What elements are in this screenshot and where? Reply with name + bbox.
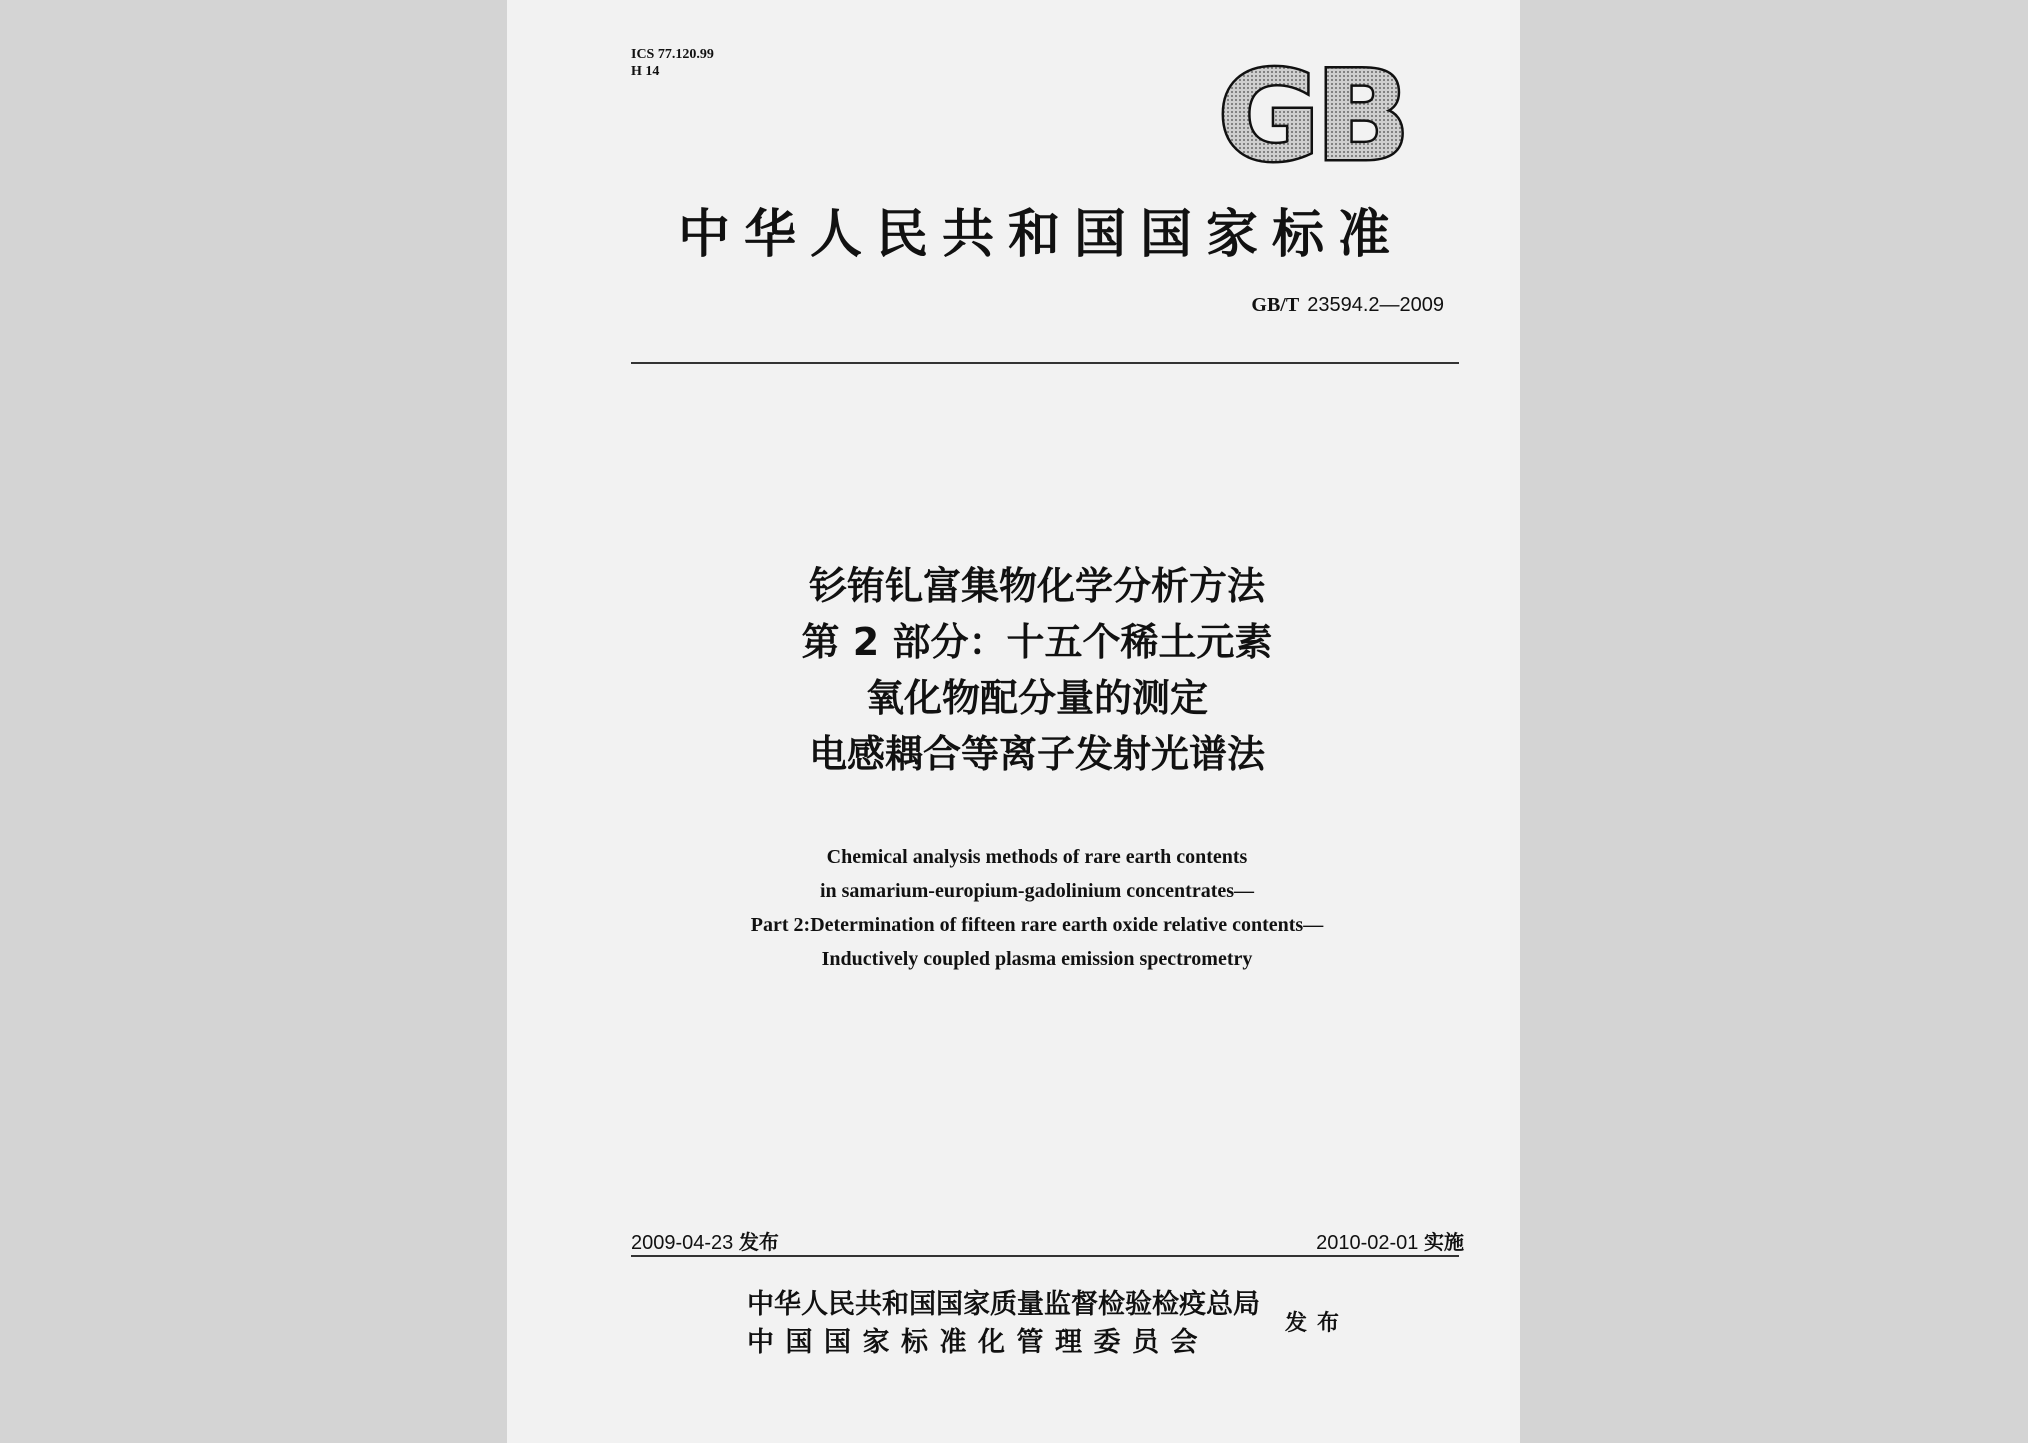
issuer-line: 中国国家标准化管理委员会 xyxy=(747,1327,1209,1358)
gb-logo-text: GB xyxy=(1217,62,1407,172)
ics-code: ICS 77.120.99 xyxy=(631,47,714,62)
issuer-line: 中华人民共和国国家质量监督检验检疫总局 xyxy=(747,1289,1260,1320)
issue-date-label: 发布 xyxy=(738,1230,779,1254)
standard-code-prefix: GB/T xyxy=(1251,294,1300,316)
issue-date xyxy=(631,1226,779,1255)
implement-date xyxy=(1316,1226,1464,1255)
chinese-title-line: 第 2 部分：十五个稀土元素 xyxy=(801,620,1273,664)
chinese-title-line: 氧化物配分量的测定 xyxy=(865,676,1208,720)
english-title-line: Chemical analysis methods of rare earth contents xyxy=(826,846,1248,868)
document-page xyxy=(507,0,1520,1443)
chinese-title-line: 电感耦合等离子发射光谱法 xyxy=(808,732,1265,776)
english-title-line: Part 2:Determination of fifteen rare earth oxide relative contents— xyxy=(750,914,1324,936)
ccs-code: H 14 xyxy=(631,64,660,79)
header-divider xyxy=(631,362,1459,364)
classification-codes xyxy=(631,46,714,80)
standard-code xyxy=(1251,292,1444,317)
chinese-title xyxy=(507,558,1567,782)
footer-divider xyxy=(631,1255,1459,1257)
issuing-authorities xyxy=(747,1286,1260,1362)
standard-name: 中华人民共和国国家标准 xyxy=(677,204,1404,265)
gb-logo xyxy=(1202,62,1422,172)
english-title xyxy=(507,840,1567,976)
issue-date-value: 2009-04-23 xyxy=(631,1232,734,1254)
implement-date-label: 实施 xyxy=(1424,1230,1464,1254)
english-title-line: in samarium-europium-gadolinium concentrates— xyxy=(819,880,1255,902)
issue-word: 发布 xyxy=(1285,1310,1350,1336)
english-title-line: Inductively coupled plasma emission spectrometry xyxy=(821,948,1253,970)
implement-date-value: 2010-02-01 xyxy=(1316,1232,1419,1254)
standard-code-number: 23594.2—2009 xyxy=(1307,294,1444,316)
chinese-title-line: 钐铕钆富集物化学分析方法 xyxy=(808,564,1265,608)
